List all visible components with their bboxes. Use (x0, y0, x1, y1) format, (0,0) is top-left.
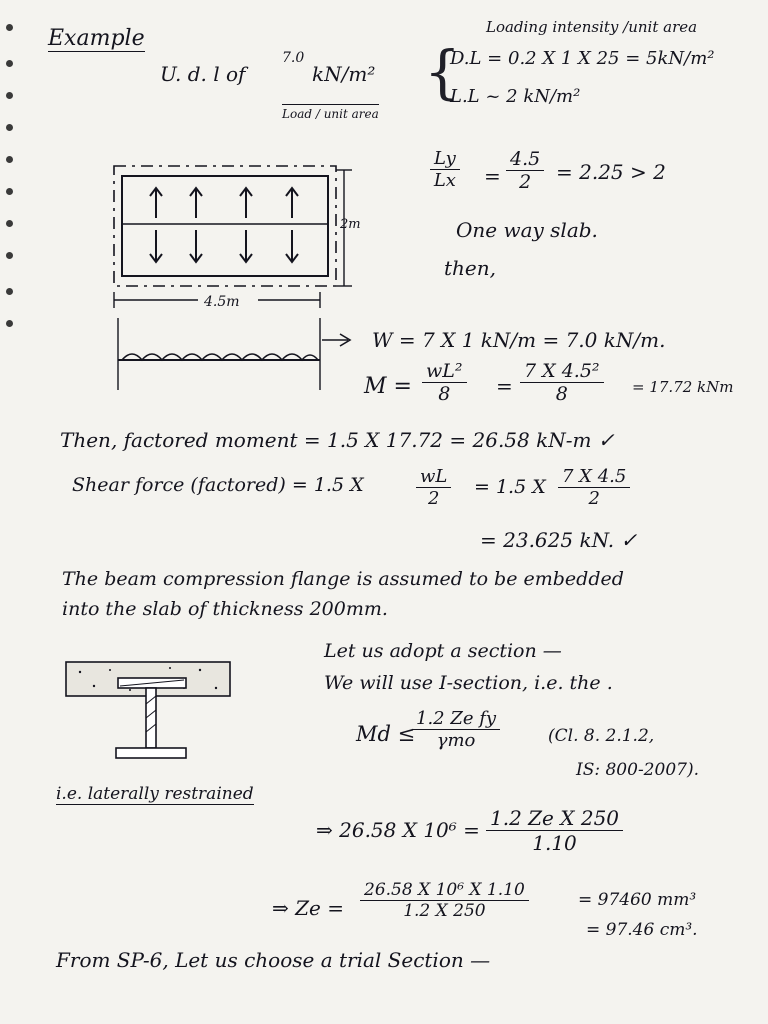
binding-hole (6, 320, 13, 327)
binding-hole (6, 220, 13, 227)
udl-value: 7.0 (282, 50, 305, 66)
moment-equals: = (496, 374, 513, 398)
binding-hole (6, 24, 13, 31)
bottom-flange (116, 748, 186, 758)
shear-frac-1: $\frac{wL}{2}$ (416, 466, 451, 509)
md-lhs: Md ≤ (356, 722, 416, 746)
udl-prefix: U. d. l of (160, 62, 246, 86)
slab-boundary (114, 166, 336, 286)
loading-title: Loading intensity /unit area (486, 18, 698, 36)
down-arrows (150, 230, 298, 262)
md-frac: 1.2 Ze fy γmo (412, 708, 500, 751)
moment-lhs: M = (364, 374, 412, 399)
dead-load: D.L = 0.2 X 1 X 25 = 5kN/m² (450, 48, 715, 69)
eq1-frac: $\frac{\text{1.2 Ze X 250}}{1.10}$ (486, 806, 623, 855)
i-section-diagram (60, 648, 240, 768)
span-label: 4.5m (204, 294, 240, 310)
heading: Example (48, 26, 145, 51)
shear-frac-2: $\frac{7 X 4.5}{2}$ (558, 466, 630, 509)
brace: { (424, 38, 461, 106)
slab-type: One way slab. (456, 218, 598, 242)
binding-hole (6, 252, 13, 259)
moment-result: = 17.72 kNm (632, 378, 734, 396)
width-label: 2m (340, 217, 361, 232)
binding-hole (6, 92, 13, 99)
eq1-lhs: ⇒ 26.58 X 10⁶ = (316, 818, 480, 842)
adopt-line-1: Let us adopt a section — (324, 640, 562, 662)
eq2-lhs: ⇒ Ze = (272, 896, 344, 920)
ratio-equals: = (484, 164, 501, 188)
binding-hole (6, 188, 13, 195)
shear-mid: = 1.5 X (474, 476, 546, 498)
shear-result: = 23.625 kN. ✓ (480, 528, 638, 552)
slab-diagram (100, 158, 390, 398)
ratio-result: = 2.25 > 2 (556, 160, 666, 184)
binding-hole (6, 60, 13, 67)
eq2-frac: $\frac{\text{26.58 X 10⁶ X 1.10}}{1.2 X 250}$ (360, 880, 529, 921)
binding-hole (6, 124, 13, 131)
udl-unit: kN/m² (312, 62, 376, 86)
final-line: From SP-6, Let us choose a trial Section — (56, 948, 491, 972)
eq2-result-2: = 97.46 cm³. (586, 920, 698, 940)
assumption-line-1: The beam compression flange is assumed to be embedded (62, 568, 624, 590)
shear-label: Shear force (factored) = 1.5 X (72, 474, 364, 496)
binding-hole (6, 156, 13, 163)
factored-moment: Then, factored moment = 1.5 X 17.72 = 26.58 kN-m ✓ (60, 428, 615, 452)
ratio-value: $\frac{4.5}{2}$ (506, 148, 544, 193)
udl-note: Load / unit area (282, 104, 379, 121)
adopt-line-2: We will use I-section, i.e. the . (324, 672, 613, 694)
load-w: W = 7 X 1 kN/m = 7.0 kN/m. (372, 328, 666, 352)
live-load: L.L ~ 2 kN/m² (450, 86, 581, 107)
eq2-result-1: = 97460 mm³ (578, 890, 697, 910)
moment-frac-2: $\frac{\text{7 X 4.5²}}{8}$ (520, 360, 604, 405)
assumption-line-2: into the slab of thickness 200mm. (62, 598, 388, 620)
md-ref-1: (Cl. 8. 2.1.2, (548, 726, 655, 746)
binding-hole (6, 288, 13, 295)
ratio-lhs: $\frac{Ly}{Lx}$ (430, 148, 460, 191)
moment-frac-1: $\frac{\text{wL²}}{8}$ (422, 360, 467, 405)
md-ref-2: IS: 800-2007). (576, 760, 699, 780)
lateral-note: i.e. laterally restrained (56, 784, 254, 804)
then-label: then, (444, 256, 496, 280)
up-arrows (150, 188, 298, 218)
